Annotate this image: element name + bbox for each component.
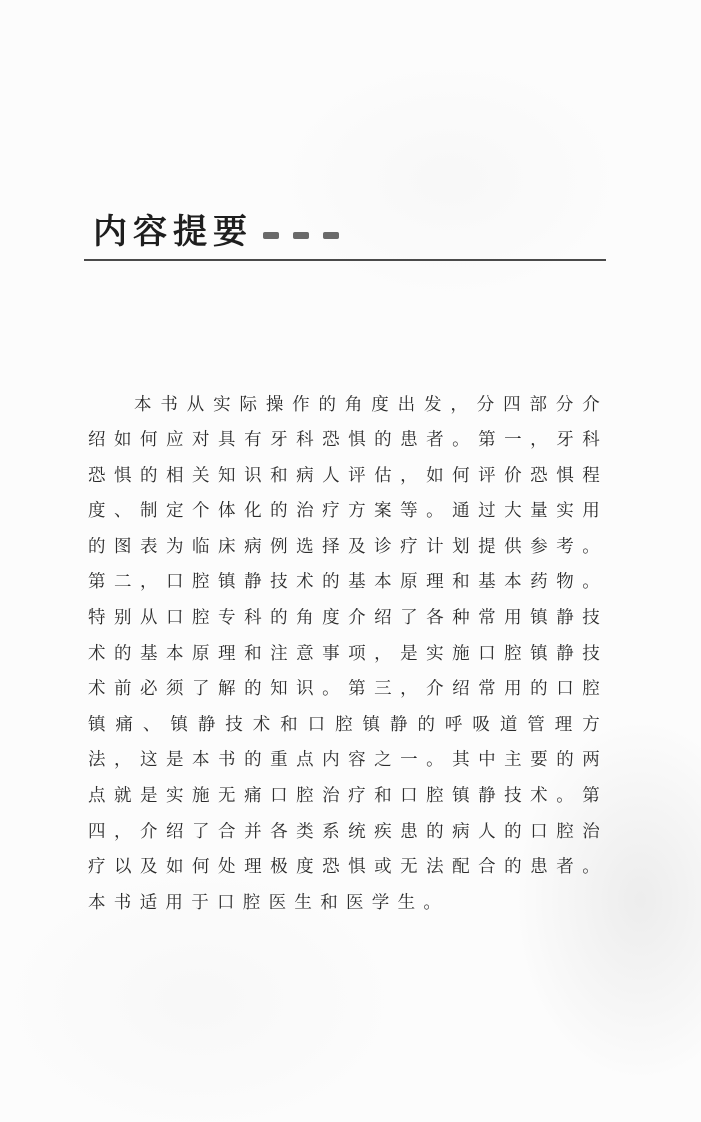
title-dashes-decoration (263, 232, 339, 239)
title-underline-rule (84, 259, 606, 261)
dash-icon (263, 232, 279, 239)
page-title: 内容提要 (93, 212, 253, 252)
heading-block (93, 210, 339, 254)
summary-paragraph: 本书从实际操作的角度出发，分四部分介绍如何应对具有牙科恐惧的患者。第一，牙科恐惧的相关知识和病人评估，如何评价恐惧程度、制定个体化的治疗方案等。通过大量实用的图表为临床病例选择及诊疗计划提供参考。第二，口腔镇静技术的基本原理和基本药物。特别从口腔专科的角度介绍了各种常用镇静技术的基本原理和注意事项，是实施口腔镇静技术前必须了解的知识。第三，介绍常用的口腔镇痛、镇静技术和口腔镇静的呼吸道管理方法，这是本书的重点内容之一。其中主要的两点就是实施无痛口腔治疗和口腔镇静技术。第四，介绍了合并各类系统疾患的病人的口腔治疗以及如何处理极度恐惧或无法配合的患者。本书适用于口腔医生和医学生。 (88, 394, 608, 913)
dash-icon (323, 232, 339, 239)
dash-icon (293, 232, 309, 239)
